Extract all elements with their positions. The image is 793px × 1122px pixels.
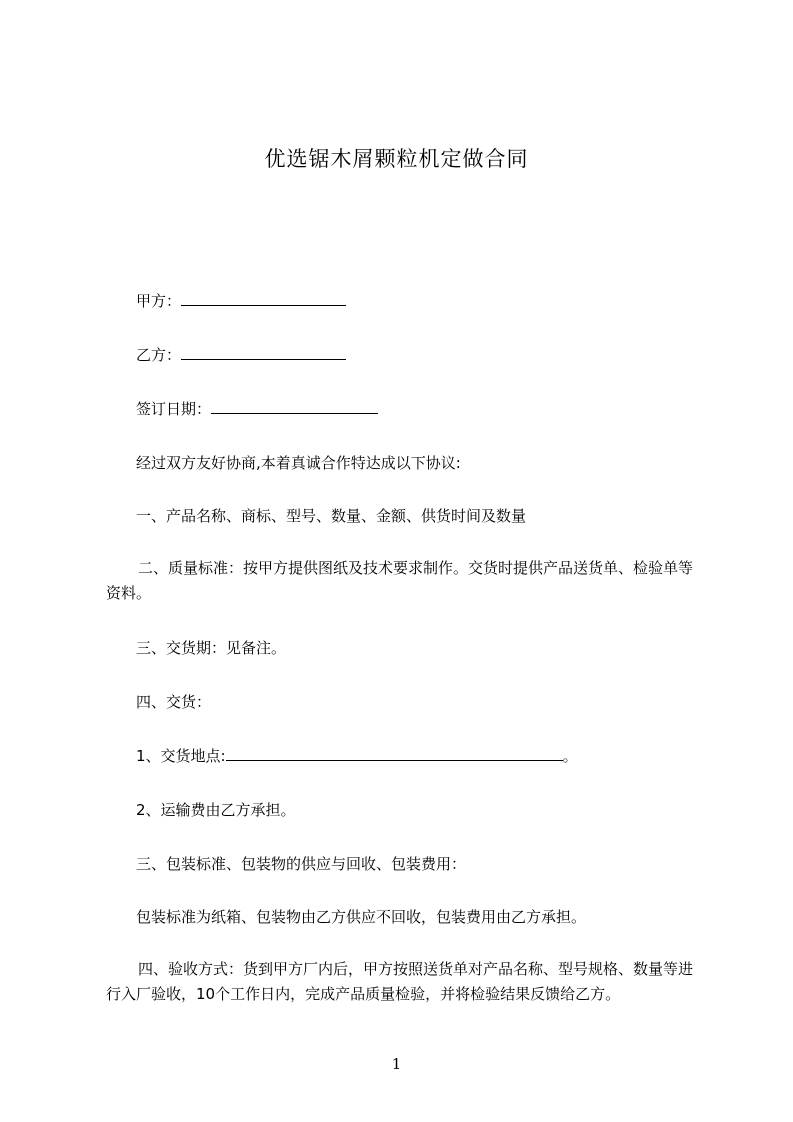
delivery-location-label: 1、交货地点: — [136, 747, 226, 765]
section-4-heading: 四、交货： — [136, 693, 212, 711]
sign-date-line — [136, 398, 378, 420]
party-a-label: 甲方： — [136, 292, 182, 310]
section-2-paragraph: 二、质量标准：按甲方提供图纸及技术要求制作。交货时提供产品送货单、检验单等资料。 — [106, 559, 694, 602]
delivery-location-line — [136, 745, 578, 767]
party-b-line — [136, 344, 346, 366]
party-a-line — [136, 290, 346, 312]
sign-date-label: 签订日期： — [136, 400, 212, 418]
delivery-location-end: 。 — [562, 747, 578, 765]
party-b-blank — [181, 344, 346, 360]
party-a-blank — [181, 290, 346, 306]
section-3-heading: 三、交货期：见备注。 — [136, 639, 287, 657]
acceptance-paragraph: 四、验收方式：货到甲方厂内后，甲方按照送货单对产品名称、型号规格、数量等进行入厂验收，10个工作日内，完成产品质量检验，并将检验结果反馈给乙方。 — [106, 960, 694, 1003]
packaging-body: 包装标准为纸箱、包装物由乙方供应不回收，包装费用由乙方承担。 — [136, 908, 587, 926]
intro-paragraph: 经过双方友好协商,本着真诚合作特达成以下协议: — [136, 454, 461, 472]
party-b-label: 乙方： — [136, 346, 182, 364]
section-1-heading: 一、产品名称、商标、型号、数量、金额、供货时间及数量 — [136, 507, 527, 525]
packaging-heading: 三、包装标准、包装物的供应与回收、包装费用： — [136, 855, 467, 873]
document-title: 优选锯木屑颗粒机定做合同 — [264, 147, 529, 171]
page-number: 1 — [391, 1055, 402, 1073]
transport-fee-line: 2、运输费由乙方承担。 — [136, 801, 296, 819]
delivery-location-blank — [226, 745, 563, 761]
sign-date-blank — [211, 398, 378, 414]
